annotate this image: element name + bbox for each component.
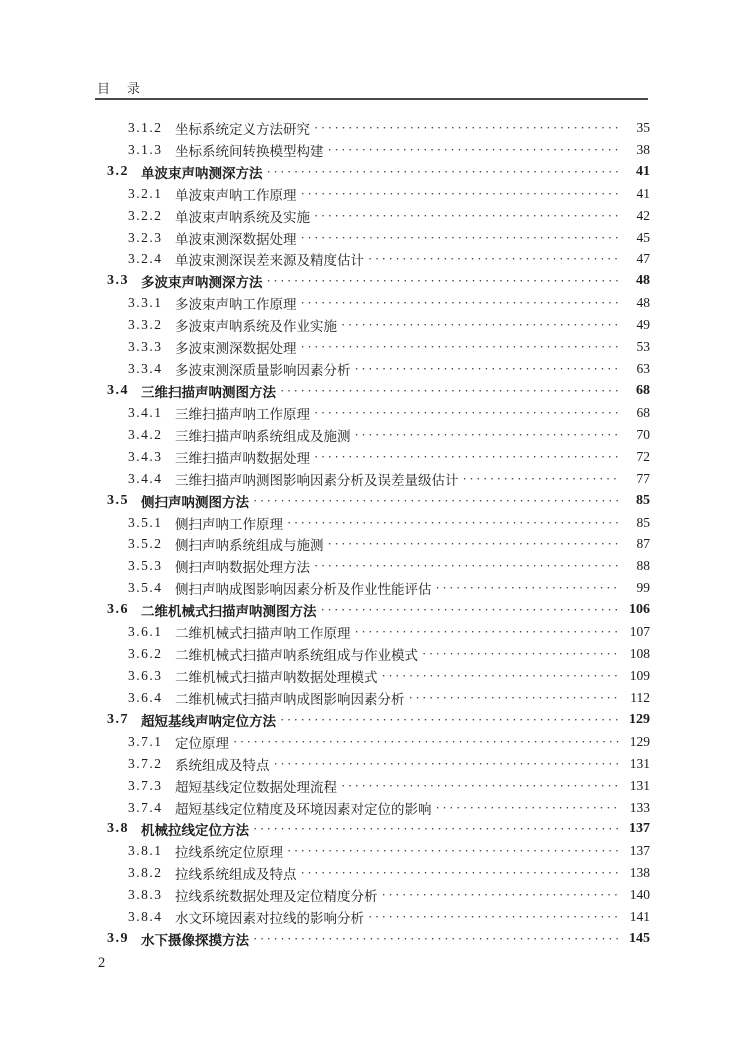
toc-entry	[95, 709, 650, 731]
toc-entry-number: 3.8.1	[128, 843, 163, 859]
toc-entry-number: 3.1.2	[128, 119, 163, 135]
toc-entry-title: 水下摄像探摸方法	[141, 933, 249, 949]
toc-entry-title: 多波束测深数据处理	[175, 341, 297, 357]
dot-leader	[355, 427, 622, 443]
toc-entry-page: 70	[636, 426, 650, 442]
toc-entry-title: 单波束声呐测深方法	[141, 165, 263, 181]
toc-entry-page: 109	[629, 668, 650, 683]
toc-entry	[95, 840, 650, 862]
toc-entry-page: 138	[629, 865, 650, 881]
toc-entry-page: 49	[636, 317, 650, 333]
toc-entry-title: 多波束声呐工作原理	[175, 297, 297, 313]
toc-entry-number: 3.8.4	[128, 909, 163, 925]
toc-entry	[95, 249, 650, 271]
dot-leader	[314, 120, 621, 136]
toc-entry	[95, 555, 650, 577]
toc-list	[95, 117, 650, 950]
toc-entry-number: 3.3.4	[128, 361, 163, 377]
toc-entry	[95, 577, 650, 599]
dot-leader	[301, 865, 622, 881]
toc-entry-title: 机械拉线定位方法	[141, 823, 249, 839]
toc-entry	[95, 424, 650, 446]
toc-entry-number: 3.5.4	[128, 580, 163, 596]
toc-entry-number: 3.7.1	[128, 733, 163, 749]
toc-entry-page: 129	[629, 733, 650, 749]
toc-entry-page: 41	[636, 185, 650, 201]
toc-entry-number: 3.5.1	[128, 514, 163, 530]
toc-entry-page: 106	[629, 602, 650, 618]
toc-entry	[95, 314, 650, 336]
toc-entry-title: 三维扫描声呐测图方法	[141, 385, 276, 401]
dot-leader	[328, 536, 622, 552]
toc-entry-number: 3.8.2	[128, 865, 163, 881]
toc-entry	[95, 205, 650, 227]
toc-entry	[95, 117, 650, 139]
toc-entry-title: 单波束测深数据处理	[175, 231, 297, 247]
toc-entry-title: 二维机械式扫描声呐数据处理模式	[175, 670, 378, 685]
toc-entry-title: 单波束声呐系统及实施	[175, 209, 310, 225]
toc-entry-number: 3.2.1	[128, 185, 163, 201]
dot-leader	[382, 668, 622, 684]
toc-entry	[95, 292, 650, 314]
dot-leader	[233, 734, 621, 750]
toc-entry-title: 侧扫声呐成图影响因素分析及作业性能评估	[175, 582, 432, 598]
page-header	[97, 78, 142, 97]
toc-entry-number: 3.9	[107, 931, 129, 947]
toc-entry-page: 145	[629, 931, 650, 947]
toc-entry-number: 3.4.1	[128, 404, 163, 420]
toc-entry	[95, 928, 650, 950]
toc-entry	[95, 775, 650, 797]
toc-entry-page: 47	[636, 251, 650, 267]
toc-entry-number: 3.1.3	[128, 141, 163, 157]
toc-entry	[95, 687, 650, 709]
toc-entry-number: 3.5	[107, 492, 129, 508]
dot-leader	[287, 515, 621, 531]
toc-entry-number: 3.6.3	[128, 668, 163, 683]
dot-leader	[341, 317, 621, 333]
toc-entry	[95, 139, 650, 161]
toc-entry	[95, 753, 650, 775]
toc-entry-number: 3.4.3	[128, 448, 163, 464]
toc-entry-title: 侧扫声呐测图方法	[141, 494, 249, 510]
toc-entry-title: 多波束声呐测深方法	[141, 275, 263, 291]
toc-entry-number: 3.7.3	[128, 777, 163, 793]
toc-entry	[95, 402, 650, 424]
toc-entry-number: 3.4	[107, 383, 129, 399]
toc-entry-title: 多波束测深质量影响因素分析	[175, 363, 351, 379]
toc-entry-number: 3.6.4	[128, 689, 163, 705]
toc-entry	[95, 512, 650, 534]
toc-entry-page: 112	[630, 689, 650, 705]
toc-entry	[95, 862, 650, 884]
toc-entry	[95, 380, 650, 402]
toc-entry-page: 85	[636, 514, 650, 530]
toc-entry-title: 侧扫声呐数据处理方法	[175, 560, 310, 576]
toc-entry-page: 68	[636, 404, 650, 420]
toc-entry	[95, 534, 650, 556]
dot-leader	[355, 361, 622, 377]
toc-entry-number: 3.2.4	[128, 251, 163, 267]
toc-entry	[95, 665, 650, 687]
toc-entry	[95, 599, 650, 621]
toc-entry-title: 单波束测深误差来源及精度估计	[175, 253, 364, 269]
toc-entry-title: 三维扫描声呐系统组成及施测	[175, 428, 351, 444]
toc-entry-title: 侧扫声呐系统组成与施测	[175, 538, 324, 554]
page-header-title: 目 录	[97, 81, 143, 96]
toc-entry-title: 三维扫描声呐工作原理	[175, 406, 310, 422]
toc-entry-page: 87	[636, 536, 650, 552]
toc-entry	[95, 884, 650, 906]
dot-leader	[253, 821, 621, 837]
dot-leader	[328, 142, 622, 158]
page-number: 2	[98, 955, 106, 971]
toc-entry-number: 3.3	[107, 273, 129, 289]
toc-entry-page: 41	[636, 163, 650, 179]
toc-entry	[95, 819, 650, 841]
toc-entry-number: 3.6	[107, 602, 129, 618]
dot-leader	[287, 843, 621, 859]
dot-leader	[382, 887, 622, 903]
toc-page	[95, 0, 650, 1044]
toc-entry-page: 72	[636, 448, 650, 464]
toc-entry-number: 3.8	[107, 821, 129, 837]
toc-entry-title: 拉线系统数据处理及定位精度分析	[175, 889, 378, 905]
dot-leader	[314, 405, 621, 421]
dot-leader	[267, 164, 622, 180]
toc-entry	[95, 490, 650, 512]
toc-entry-number: 3.2.3	[128, 229, 163, 245]
dot-leader	[463, 471, 622, 487]
dot-leader	[301, 230, 622, 246]
dot-leader	[280, 712, 621, 728]
toc-entry	[95, 621, 650, 643]
toc-entry-number: 3.7.4	[128, 799, 163, 815]
toc-entry	[95, 731, 650, 753]
toc-entry	[95, 797, 650, 819]
toc-entry-title: 二维机械式扫描声呐测图方法	[141, 604, 317, 620]
toc-entry-number: 3.3.2	[128, 317, 163, 333]
toc-entry-title: 超短基线定位精度及环境因素对定位的影响	[175, 801, 432, 817]
dot-leader	[314, 558, 621, 574]
dot-leader	[436, 800, 622, 816]
toc-entry-number: 3.5.3	[128, 558, 163, 574]
dot-leader	[253, 931, 621, 947]
toc-entry-page: 35	[636, 119, 650, 135]
dot-leader	[274, 756, 622, 772]
toc-entry-title: 超短基线定位数据处理流程	[175, 779, 337, 795]
toc-entry-page: 137	[629, 821, 650, 837]
toc-entry-number: 3.6.2	[128, 646, 163, 662]
toc-entry-number: 3.5.2	[128, 536, 163, 552]
toc-entry-title: 侧扫声呐工作原理	[175, 516, 283, 532]
toc-entry-number: 3.3.3	[128, 339, 163, 355]
toc-entry-number: 3.3.1	[128, 295, 163, 311]
toc-entry	[95, 906, 650, 928]
dot-leader	[368, 251, 621, 267]
toc-entry-page: 131	[629, 777, 650, 793]
toc-entry-page: 108	[629, 646, 650, 662]
toc-entry-page: 141	[629, 909, 650, 925]
toc-entry-number: 3.2	[107, 163, 129, 179]
toc-entry-title: 拉线系统组成及特点	[175, 867, 297, 883]
toc-entry	[95, 643, 650, 665]
toc-entry-title: 多波束声呐系统及作业实施	[175, 319, 337, 335]
toc-entry	[95, 336, 650, 358]
toc-entry-page: 140	[629, 887, 650, 903]
toc-entry-page: 129	[629, 711, 650, 727]
dot-leader	[301, 295, 622, 311]
toc-entry-page: 48	[636, 273, 650, 289]
toc-entry-page: 45	[636, 229, 650, 245]
toc-entry-title: 三维扫描声呐数据处理	[175, 450, 310, 466]
toc-entry-page: 88	[636, 558, 650, 574]
toc-entry-number: 3.8.3	[128, 887, 163, 903]
toc-entry-title: 单波束声呐工作原理	[175, 187, 297, 203]
toc-entry-page: 42	[636, 207, 650, 223]
toc-entry-title: 二维机械式扫描声呐工作原理	[175, 626, 351, 642]
toc-entry-title: 水文环境因素对拉线的影响分析	[175, 911, 364, 927]
dot-leader	[321, 602, 622, 618]
dot-leader	[253, 493, 621, 509]
toc-entry-title: 定位原理	[175, 735, 229, 751]
toc-entry-page: 77	[636, 470, 650, 486]
toc-entry	[95, 183, 650, 205]
toc-entry-page: 63	[636, 361, 650, 377]
toc-entry-page: 137	[629, 843, 650, 859]
toc-entry-number: 3.2.2	[128, 207, 163, 223]
toc-entry	[95, 161, 650, 183]
dot-leader	[314, 208, 621, 224]
toc-entry-title: 坐标系统定义方法研究	[175, 121, 310, 137]
toc-entry-title: 超短基线声呐定位方法	[141, 713, 276, 729]
toc-entry-title: 系统组成及特点	[175, 757, 270, 773]
toc-entry-page: 38	[636, 141, 650, 157]
toc-entry-title: 二维机械式扫描声呐成图影响因素分析	[175, 691, 405, 707]
toc-entry	[95, 358, 650, 380]
toc-entry-title: 坐标系统间转换模型构建	[175, 143, 324, 159]
toc-entry-page: 68	[636, 383, 650, 399]
dot-leader	[368, 909, 621, 925]
toc-entry	[95, 446, 650, 468]
header-rule	[95, 98, 648, 100]
dot-leader	[436, 580, 622, 596]
toc-entry-page: 48	[636, 295, 650, 311]
dot-leader	[267, 273, 622, 289]
toc-entry-page: 131	[629, 755, 650, 771]
toc-entry-number: 3.6.1	[128, 624, 163, 640]
dot-leader	[314, 449, 621, 465]
dot-leader	[355, 624, 622, 640]
toc-entry-page: 133	[629, 799, 650, 815]
toc-entry-number: 3.4.2	[128, 426, 163, 442]
toc-entry	[95, 270, 650, 292]
toc-entry-number: 3.4.4	[128, 470, 163, 486]
dot-leader	[280, 383, 621, 399]
dot-leader	[341, 778, 621, 794]
toc-entry-page: 107	[629, 624, 650, 640]
toc-entry-page: 53	[636, 339, 650, 355]
toc-entry	[95, 468, 650, 490]
toc-entry-number: 3.7	[107, 711, 129, 727]
dot-leader	[409, 690, 622, 706]
toc-entry-page: 99	[636, 580, 650, 596]
dot-leader	[301, 186, 622, 202]
dot-leader	[301, 339, 622, 355]
toc-entry	[95, 227, 650, 249]
toc-entry-number: 3.7.2	[128, 755, 163, 771]
toc-entry-title: 二维机械式扫描声呐系统组成与作业模式	[175, 648, 418, 664]
dot-leader	[422, 646, 621, 662]
toc-entry-page: 85	[636, 492, 650, 508]
toc-entry-title: 三维扫描声呐测图影响因素分析及误差量级估计	[175, 472, 459, 488]
toc-entry-title: 拉线系统定位原理	[175, 845, 283, 861]
